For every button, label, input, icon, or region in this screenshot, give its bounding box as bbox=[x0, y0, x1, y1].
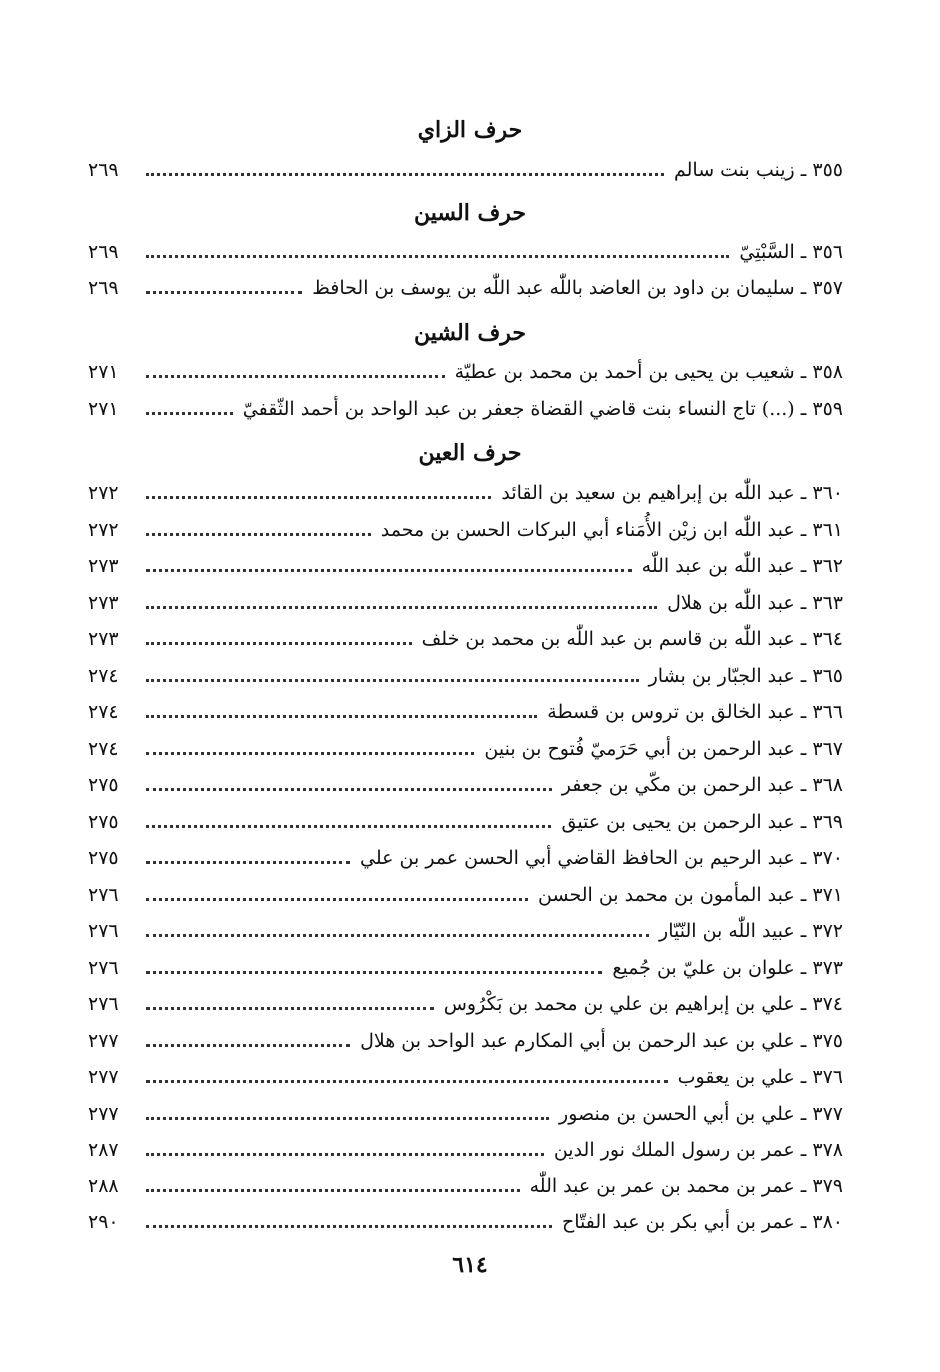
page-number: ٦١٤ bbox=[452, 1252, 488, 1278]
entry-title: ٣٧٨ ـ عمر بن رسول الملك نور الدين bbox=[553, 1139, 843, 1161]
entry-title: ٣٧٩ ـ عمر بن محمد بن عمر بن عبد اللّٰه bbox=[529, 1175, 843, 1197]
entry-title: ٣٦٤ ـ عبد اللّٰه بن قاسم بن عبد اللّٰه بن محمد بن خلف bbox=[421, 628, 843, 650]
entry-page: ٢٧٤ bbox=[88, 701, 119, 723]
toc-entry bbox=[88, 587, 843, 619]
toc-entry bbox=[88, 1170, 843, 1202]
toc-entry bbox=[88, 356, 843, 388]
entry-title: ٣٦٧ ـ عبد الرحمن بن أبي حَرَميّ فُتوح بن بنين bbox=[484, 738, 843, 760]
entry-page: ٢٧٣ bbox=[88, 628, 119, 650]
entry-page: ٢٧٤ bbox=[88, 665, 119, 687]
entry-title: ٣٥٥ ـ زينب بنت سالم bbox=[673, 159, 843, 181]
dot-leader bbox=[146, 788, 552, 791]
toc-entry bbox=[88, 1134, 843, 1166]
dot-leader bbox=[146, 1044, 350, 1047]
entry-title: ٣٥٧ ـ سليمان بن داود بن العاضد باللّٰه عبد اللّٰه بن يوسف بن الحافظ bbox=[312, 277, 843, 299]
entry-title: ٣٦٥ ـ عبد الجبّار بن بشار bbox=[648, 665, 843, 687]
toc-entry bbox=[88, 696, 843, 728]
toc-entry bbox=[88, 988, 843, 1020]
dot-leader bbox=[146, 642, 412, 645]
toc-entry bbox=[88, 236, 843, 268]
entry-page: ٢٧٦ bbox=[88, 957, 119, 979]
dot-leader bbox=[146, 533, 371, 536]
dot-leader bbox=[146, 173, 664, 176]
entry-page: ٢٨٧ bbox=[88, 1139, 119, 1161]
toc-entry bbox=[88, 915, 843, 947]
entry-page: ٢٩٠ bbox=[88, 1211, 119, 1233]
toc-entry bbox=[88, 1098, 843, 1130]
entry-page: ٢٧٧ bbox=[88, 1030, 119, 1052]
section-heading-zay: حرف الزاي bbox=[417, 117, 523, 143]
dot-leader bbox=[146, 412, 233, 415]
dot-leader bbox=[146, 496, 491, 499]
entry-page: ٢٧٧ bbox=[88, 1066, 119, 1088]
toc-entry bbox=[88, 623, 843, 655]
entry-title: ٣٧٧ ـ علي بن أبي الحسن بن منصور bbox=[559, 1103, 843, 1125]
toc-entry bbox=[88, 769, 843, 801]
dot-leader bbox=[146, 1225, 552, 1228]
entry-title: ٣٧٤ ـ علي بن إبراهيم بن علي بن محمد بن بَكْرُوس bbox=[443, 993, 843, 1015]
entry-page: ٢٦٩ bbox=[88, 159, 119, 181]
toc-entry bbox=[88, 660, 843, 692]
dot-leader bbox=[146, 934, 649, 937]
dot-leader bbox=[146, 1153, 544, 1156]
toc-entry bbox=[88, 952, 843, 984]
section-heading-sheen: حرف الشين bbox=[413, 320, 527, 346]
entry-page: ٢٧٦ bbox=[88, 920, 119, 942]
toc-entry bbox=[88, 806, 843, 838]
dot-leader bbox=[146, 1189, 520, 1192]
entry-page: ٢٧١ bbox=[88, 361, 119, 383]
entry-page: ٢٧٥ bbox=[88, 811, 119, 833]
entry-page: ٢٧٥ bbox=[88, 847, 119, 869]
toc-entry bbox=[88, 393, 843, 425]
entry-title: ٣٨٠ ـ عمر بن أبي بكر بن عبد الفتّاح bbox=[562, 1211, 843, 1233]
toc-entry bbox=[88, 550, 843, 582]
entry-title: ٣٧٥ ـ علي بن عبد الرحمن بن أبي المكارم عبد الواحد بن هلال bbox=[360, 1030, 843, 1052]
entry-title: ٣٧٦ ـ علي بن يعقوب bbox=[677, 1066, 843, 1088]
dot-leader bbox=[146, 569, 632, 572]
toc-entry bbox=[88, 477, 843, 509]
entry-title: ٣٦٠ ـ عبد اللّٰه بن إبراهيم بن سعيد بن القائد bbox=[501, 482, 843, 504]
entry-title: ٣٧٢ ـ عبيد اللّٰه بن النّيّار bbox=[659, 920, 843, 942]
dot-leader bbox=[146, 752, 474, 755]
dot-leader bbox=[146, 375, 445, 378]
dot-leader bbox=[146, 1117, 549, 1120]
entry-page: ٢٧١ bbox=[88, 398, 119, 420]
entry-title: ٣٦١ ـ عبد اللّٰه ابن زيْن الأُمَناء أبي البركات الحسن بن محمد bbox=[380, 519, 843, 541]
entry-page: ٢٧٢ bbox=[88, 482, 119, 504]
dot-leader bbox=[146, 1080, 668, 1083]
section-heading-ayn: حرف العين bbox=[418, 440, 522, 466]
toc-entry bbox=[88, 272, 843, 304]
entry-title: ٣٧١ ـ عبد المأمون بن محمد بن الحسن bbox=[538, 884, 843, 906]
entry-page: ٢٧٢ bbox=[88, 519, 119, 541]
dot-leader bbox=[146, 255, 729, 258]
dot-leader bbox=[146, 861, 350, 864]
entry-page: ٢٦٩ bbox=[88, 277, 119, 299]
toc-entry bbox=[88, 154, 843, 186]
toc-entry bbox=[88, 842, 843, 874]
entry-title: ٣٥٦ ـ السَّبْتِيّ bbox=[739, 241, 843, 263]
entry-page: ٢٦٩ bbox=[88, 241, 119, 263]
entry-title: ٣٦٢ ـ عبد اللّٰه بن عبد اللّٰه bbox=[641, 555, 843, 577]
toc-entry bbox=[88, 733, 843, 765]
toc-entry bbox=[88, 1206, 843, 1238]
entry-page: ٢٧٦ bbox=[88, 884, 119, 906]
entry-title: ٣٧٠ ـ عبد الرحيم بن الحافظ القاضي أبي الحسن عمر بن علي bbox=[360, 847, 843, 869]
dot-leader bbox=[146, 1007, 434, 1010]
entry-page: ٢٧٣ bbox=[88, 555, 119, 577]
entry-title: ٣٥٩ ـ (...) تاج النساء بنت قاضي القضاة جعفر بن عبد الواحد بن أحمد الثّقفيّ bbox=[242, 398, 843, 420]
entry-page: ٢٧٦ bbox=[88, 993, 119, 1015]
section-heading-seen: حرف السين bbox=[413, 200, 527, 226]
dot-leader bbox=[146, 898, 528, 901]
dot-leader bbox=[146, 606, 657, 609]
entry-title: ٣٥٨ ـ شعيب بن يحيى بن أحمد بن محمد بن عطيّة bbox=[454, 361, 843, 383]
entry-page: ٢٨٨ bbox=[88, 1175, 119, 1197]
dot-leader bbox=[146, 971, 602, 974]
toc-entry bbox=[88, 879, 843, 911]
entry-title: ٣٦٣ ـ عبد اللّٰه بن هلال bbox=[667, 592, 843, 614]
entry-page: ٢٧٤ bbox=[88, 738, 119, 760]
entry-title: ٣٧٣ ـ علوان بن عليّ بن جُميع bbox=[612, 957, 843, 979]
entry-page: ٢٧٥ bbox=[88, 774, 119, 796]
toc-entry bbox=[88, 1061, 843, 1093]
entry-title: ٣٦٨ ـ عبد الرحمن بن مكّي بن جعفر bbox=[561, 774, 843, 796]
entry-title: ٣٦٦ ـ عبد الخالق بن تروس بن قسطة bbox=[547, 701, 843, 723]
dot-leader bbox=[146, 825, 551, 828]
toc-entry bbox=[88, 1025, 843, 1057]
entry-title: ٣٦٩ ـ عبد الرحمن بن يحيى بن عتيق bbox=[561, 811, 843, 833]
entry-page: ٢٧٣ bbox=[88, 592, 119, 614]
dot-leader bbox=[146, 679, 639, 682]
toc-entry bbox=[88, 514, 843, 546]
dot-leader bbox=[146, 291, 302, 294]
entry-page: ٢٧٧ bbox=[88, 1103, 119, 1125]
dot-leader bbox=[146, 715, 537, 718]
